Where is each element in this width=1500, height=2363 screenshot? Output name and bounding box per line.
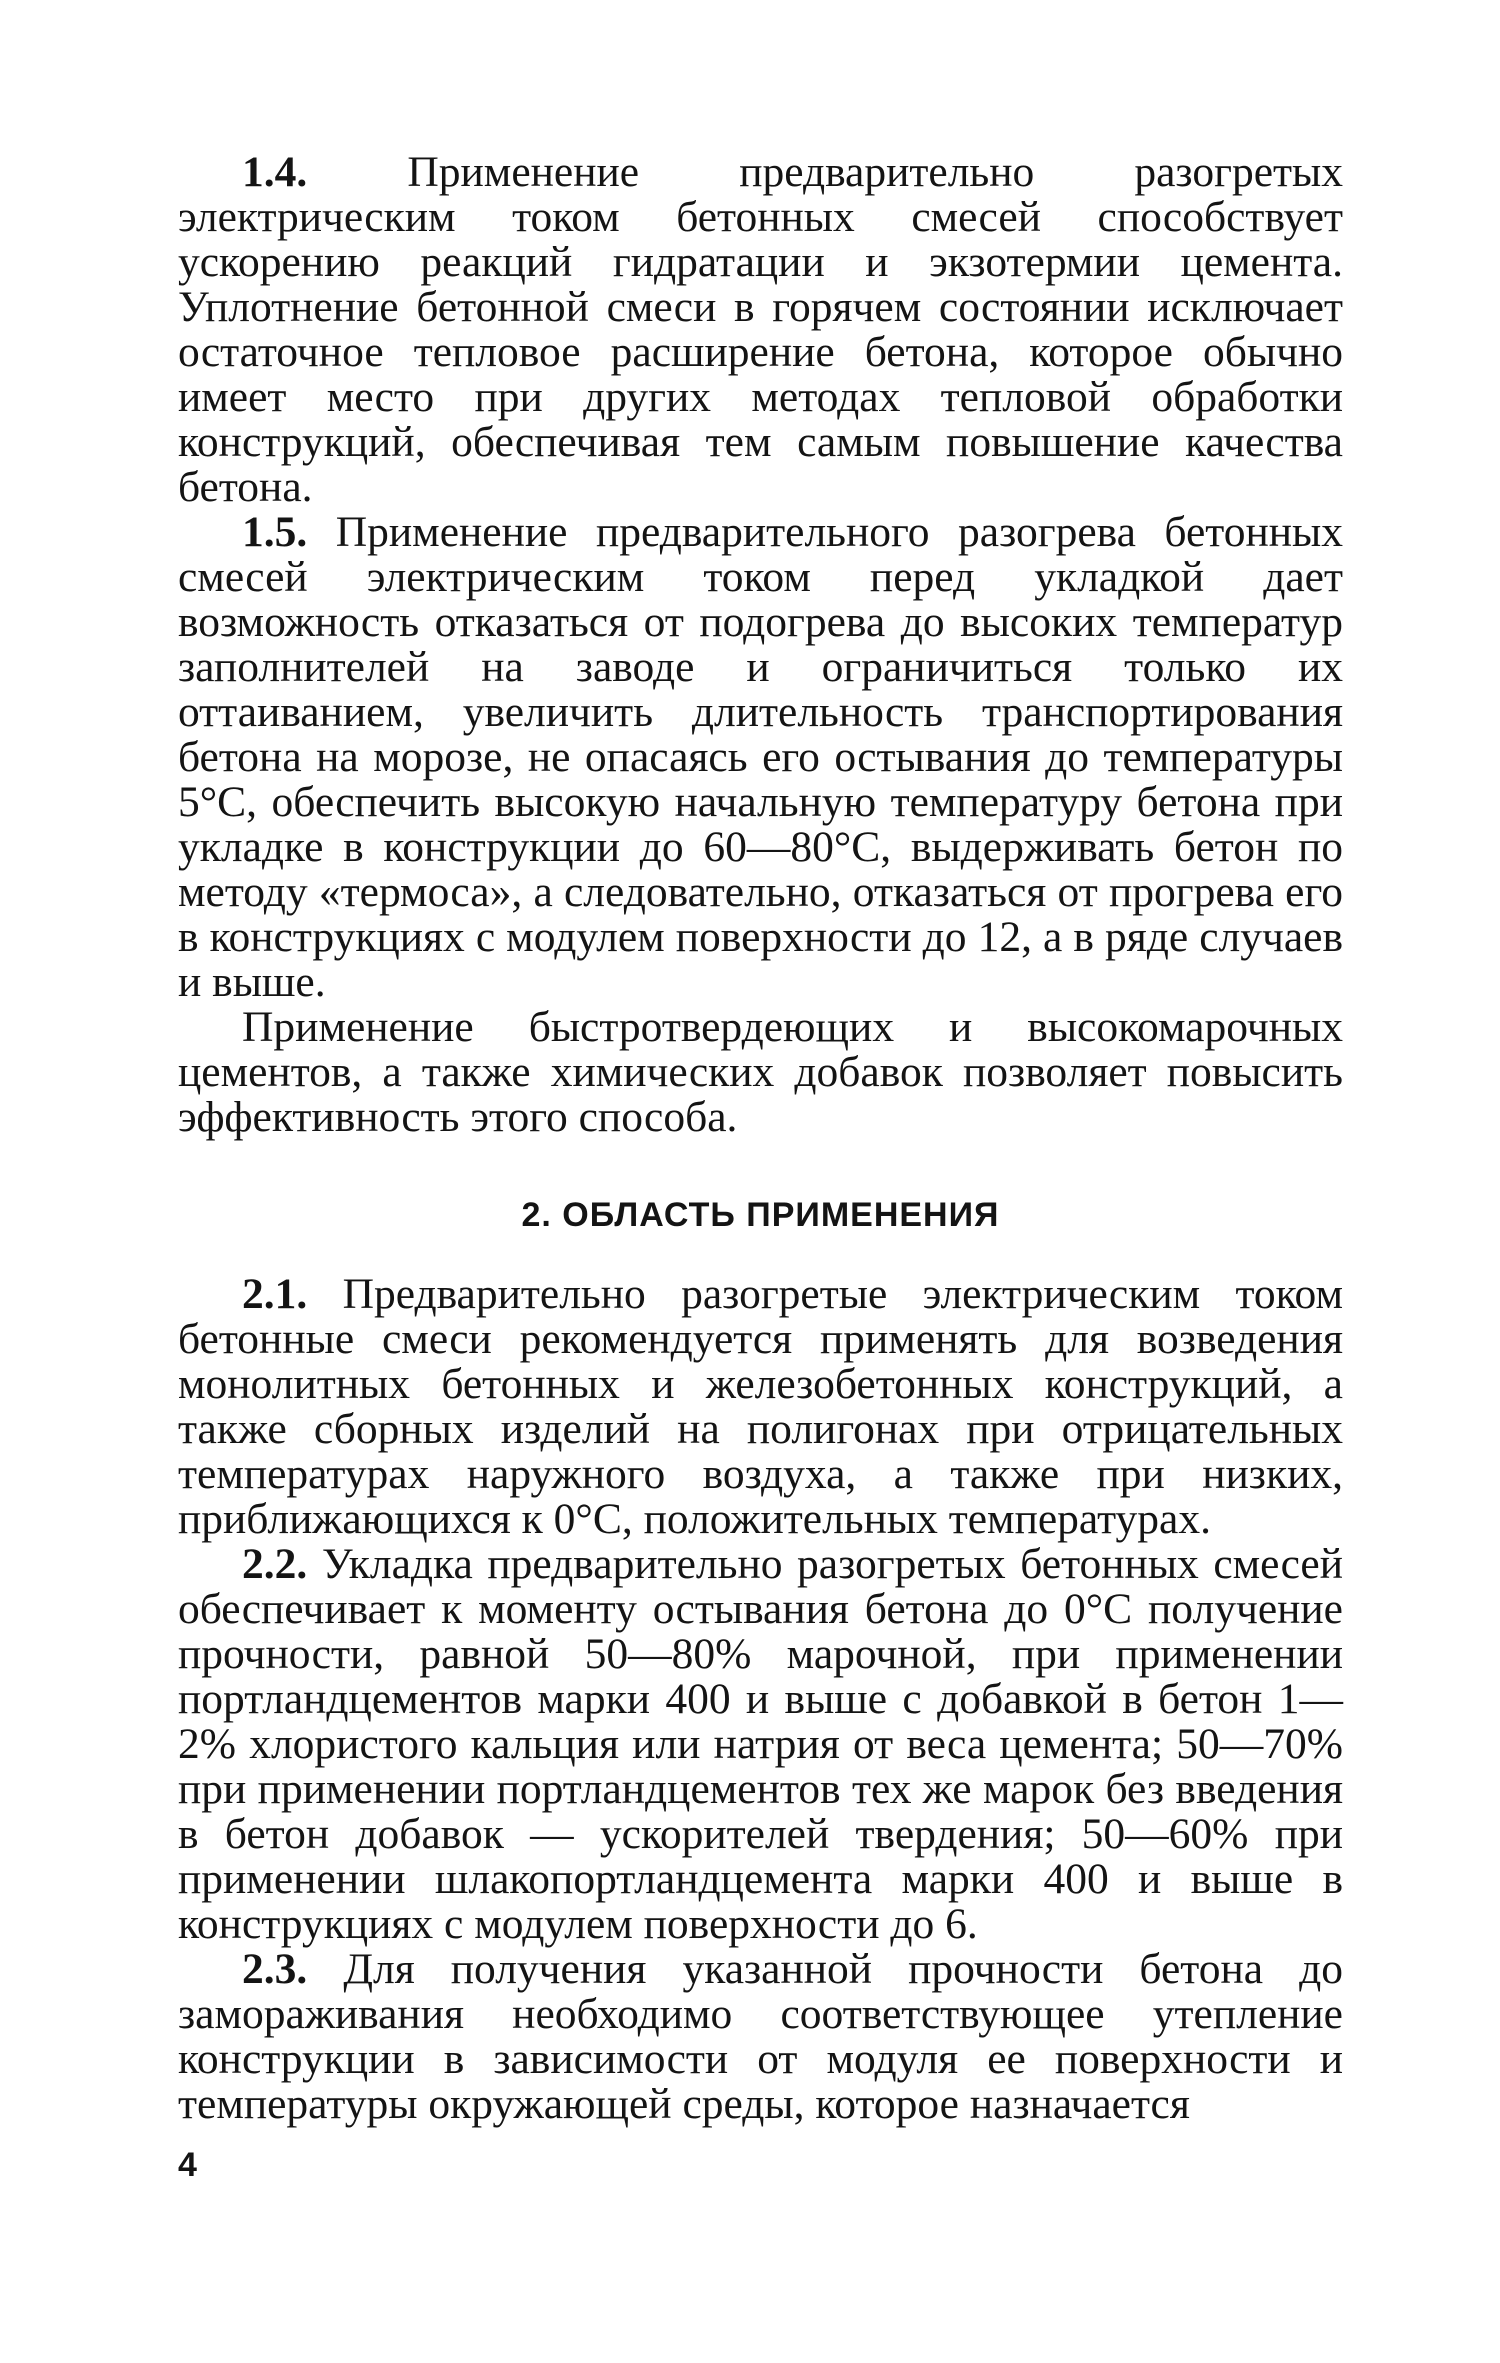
page-number: 4 — [178, 2146, 197, 2184]
paragraph-text: Применение предварительного разогрева бетонных смесей электрическим током перед укладкой дает возможность отказаться от подогрева до высоких температур заполнителей на заводе и ограничиться только их оттаиванием, увеличить длительность транспортирования бетона на морозе, не опасаясь его остывания до температуры 5°С, обеспечить высокую начальную температуру бетона при укладке в конструкции до 60—80°С, выдерживать бетон по методу «термоса», а следовательно, отказаться от прогрева его в конструкциях с модулем поверхности до 12, а в ряде случаев и выше. — [178, 508, 1344, 1006]
paragraph-1-5-continued — [178, 1005, 1343, 1140]
paragraph-number: 2.3. — [242, 1945, 308, 1993]
paragraph-1-4 — [178, 150, 1343, 510]
page-body — [178, 150, 1343, 2127]
paragraph-2-1 — [178, 1272, 1343, 1542]
paragraph-number: 2.1. — [242, 1270, 308, 1318]
paragraph-text: Применение быстротвердеющих и высокомарочных цементов, а также химических добавок позволяет повысить эффективность этого способа. — [178, 1003, 1343, 1141]
paragraph-text: Для получения указанной прочности бетона до замораживания необходимо соответствующее утепление конструкции в зависимости от модуля ее поверхности и температуры окружающей среды, которое назначается — [178, 1945, 1343, 2128]
paragraph-text: Укладка предварительно разогретых бетонных смесей обеспечивает к моменту остывания бетона до 0°С получение прочности, равной 50—80% марочной, при применении портландцементов марки 400 и выше с добавкой в бетон 1—2% хлористого кальция или натрия от веса цемента; 50—70% при применении портландцементов тех же марок без введения в бетон добавок — ускорителей твердения; 50—60% при применении шлакопортландцемента марки 400 и выше в конструкциях с модулем поверхности до 6. — [178, 1540, 1344, 1948]
section-heading-2: 2. ОБЛАСТЬ ПРИМЕНЕНИЯ — [521, 1196, 1000, 1234]
paragraph-number: 2.2. — [242, 1540, 308, 1588]
paragraph-text: Применение предварительно разогретых электрическим током бетонных смесей способствует ускорению реакций гидратации и экзотермии цемента. Уплотнение бетонной смеси в горячем состоянии исключает остаточное тепловое расширение бетона, которое обычно имеет место при других методах тепловой обработки конструкций, обеспечивая тем самым повышение качества бетона. — [178, 148, 1344, 511]
paragraph-2-3 — [178, 1947, 1343, 2127]
paragraph-number: 1.5. — [242, 508, 308, 556]
paragraph-1-5 — [178, 510, 1343, 1005]
paragraph-2-2 — [178, 1542, 1343, 1947]
paragraph-text: Предварительно разогретые электрическим током бетонные смеси рекомендуется применять для возведения монолитных бетонных и железобетонных конструкций, а также сборных изделий на полигонах при отрицательных температурах наружного воздуха, а также при низких, приближающихся к 0°С, положительных температурах. — [178, 1270, 1343, 1543]
paragraph-number: 1.4. — [242, 148, 308, 196]
